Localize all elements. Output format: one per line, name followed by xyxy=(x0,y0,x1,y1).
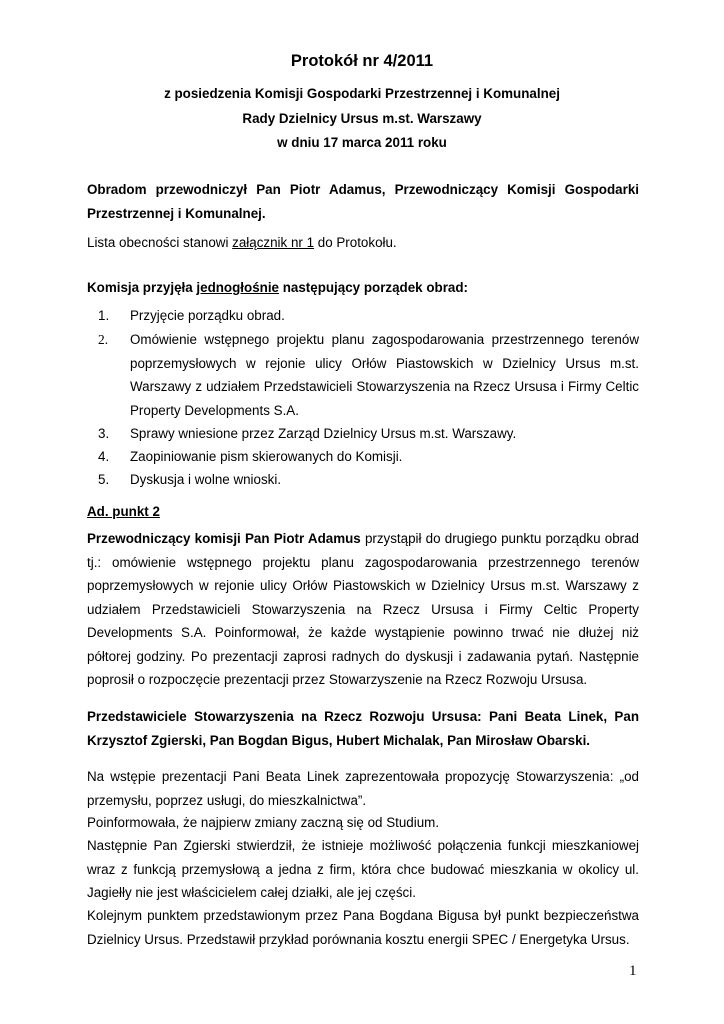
agenda-item-number: 3. xyxy=(98,426,110,441)
agenda-item-number: 1. xyxy=(98,308,110,323)
agenda-intro-after: następujący porządek obrad: xyxy=(279,280,469,295)
paragraph-presentation: Na wstępie prezentacji Pani Beata Linek zaprezentowała propozycję Stowarzyszenia: „od przemysłu, poprzez usługi, do mieszkalnictwa”. xyxy=(87,769,639,808)
paragraph-bigus: Kolejnym punktem przedstawionym przez Pana Bogdana Bigusa był punkt bezpieczeństwa Dzielnicy Ursus. Przedstawił przykład porównania kosztu energii SPEC / Energetyka Ursus. xyxy=(87,908,639,947)
attendance-text-before: Lista obecności stanowi xyxy=(87,235,233,250)
agenda-item-number: 5. xyxy=(98,472,110,487)
attachment-link[interactable]: załącznik nr 1 xyxy=(232,235,315,250)
page-number: 1 xyxy=(629,963,637,979)
agenda-item: Zaopiniowanie pism skierowanych do Komisji. xyxy=(130,449,403,464)
chair-paragraph: Obradom przewodniczył Pan Piotr Adamus, Przewodniczący Komisji Gospodarki Przestrzennej i Komunalnej. xyxy=(87,182,639,221)
attendance-paragraph xyxy=(87,231,639,255)
document-title: Protokół nr 4/2011 xyxy=(290,52,434,70)
paragraph-studium: Poinformowała, że najpierw zmiany zaczną się od Studium. xyxy=(87,815,440,830)
agenda-item: Omówienie wstępnego projektu planu zagospodarowania przestrzennego terenów poprzemysłowych w rejonie ulicy Orłów Piastowskich w Dzielnicy Ursus m.st. Warszawy z udziałem Przedstawicieli Stowarzyszenia na Rzecz Ursusa i Firmy Celtic Property Developments S.A. xyxy=(130,332,639,418)
agenda-intro-before: Komisja przyjęła xyxy=(87,280,197,295)
subtitle-line-3: w dniu 17 marca 2011 roku xyxy=(277,135,447,150)
chair-name-bold: Przewodniczący komisji Pan Piotr Adamus xyxy=(87,531,361,546)
agenda-intro xyxy=(87,276,639,300)
agenda-intro-underlined: jednogłośnie xyxy=(196,280,279,295)
subtitle-line-1: z posiedzenia Komisji Gospodarki Przestrzennej i Komunalnej xyxy=(164,86,560,101)
section-heading: Ad. punkt 2 xyxy=(87,504,160,519)
agenda-item-number: 4. xyxy=(98,449,110,464)
paragraph-chair-intro xyxy=(87,527,639,692)
paragraph-body: przystąpił do drugiego punktu porządku obrad tj.: omówienie wstępnego projektu planu zagospodarowania przestrzennego terenów poprzemysłowych w rejonie ulicy Orłów Piastowskich w Dzielnicy Ursus m.st. Warszawy z udziałem Przedstawicieli Stowarzyszenia na Rzecz Ursusa i Firmy Celtic Property Developments S.A. Poinformował, że każde wystąpienie powinno trwać nie dłużej niż półtorej godziny. Po prezentacji zaprosi radnych do dyskusji i zadawania pytań. Następnie poprosił o rozpoczęcie prezentacji przez Stowarzyszenie na Rzecz Rozwoju Ursusa. xyxy=(87,531,639,687)
agenda-item-number: 2. xyxy=(98,332,109,347)
attendance-text-after: do Protokołu. xyxy=(314,235,397,250)
paragraph-zgierski: Następnie Pan Zgierski stwierdził, że istnieje możliwość połączenia funkcji mieszkaniowej wraz z funkcją przemysłową a jedna z firm, która chce budować mieszkania w okolicy ul. Jagiełły nie jest właścicielem całej działki, ale jej części. xyxy=(87,838,639,900)
agenda-item: Dyskusja i wolne wnioski. xyxy=(130,472,282,487)
subtitle-line-2: Rady Dzielnicy Ursus m.st. Warszawy xyxy=(242,111,482,126)
agenda-item: Sprawy wniesione przez Zarząd Dzielnicy Ursus m.st. Warszawy. xyxy=(130,426,517,441)
representatives-paragraph: Przedstawiciele Stowarzyszenia na Rzecz Rozwoju Ursusa: Pani Beata Linek, Pan Krzysztof Zgierski, Pan Bogdan Bigus, Hubert Michalak, Pan Mirosław Obarski. xyxy=(87,709,639,748)
agenda-item: Przyjęcie porządku obrad. xyxy=(130,308,285,323)
